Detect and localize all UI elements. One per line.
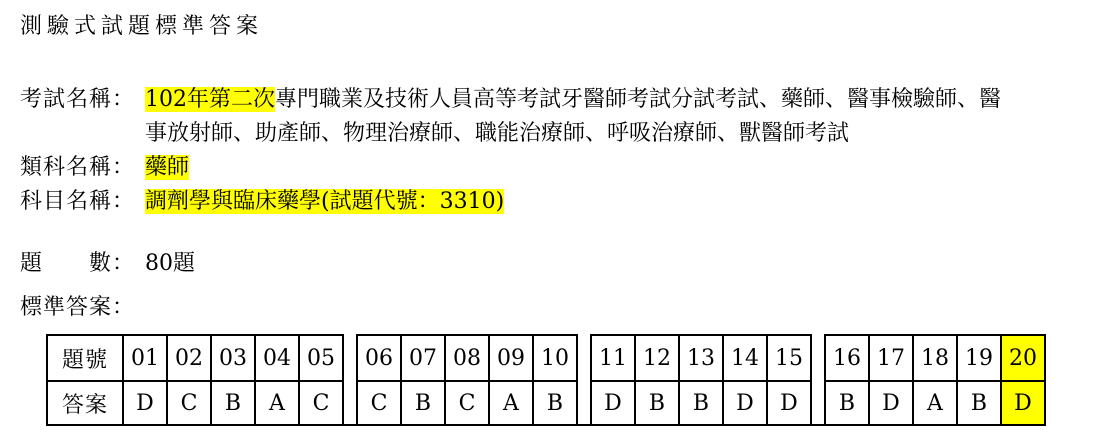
- answer-cell: B: [401, 381, 445, 425]
- question-count-value: 80題: [145, 251, 195, 276]
- group-separator: [811, 335, 825, 425]
- category-name-highlight: 藥師: [145, 155, 190, 180]
- question-number-cell: 09: [489, 335, 533, 381]
- question-number-cell: 03: [211, 335, 255, 381]
- question-number-cell: 16: [825, 335, 869, 381]
- answer-cell: D: [767, 381, 811, 425]
- question-count-label: 題 數：: [20, 251, 136, 276]
- answer-cell: D: [869, 381, 913, 425]
- question-number-cell: 17: [869, 335, 913, 381]
- subject-name-highlight: 調劑學與臨床藥學(試題代號：3310): [145, 189, 505, 214]
- exam-name-value: [145, 83, 1074, 151]
- question-number-cell: 20: [1001, 335, 1045, 381]
- field-standard-answers: [20, 291, 1074, 325]
- answer-cell: C: [167, 381, 211, 425]
- question-number-cell: 05: [299, 335, 343, 381]
- group-separator: [343, 335, 357, 425]
- answer-cell: C: [299, 381, 343, 425]
- question-number-row: [47, 335, 1045, 381]
- group-separator: [577, 335, 591, 425]
- standard-answers-label: 標準答案：: [20, 295, 136, 320]
- answer-cell: B: [679, 381, 723, 425]
- answer-row-header: 答案: [47, 381, 123, 425]
- number-row-header: 題號: [47, 335, 123, 381]
- subject-name-label: 科目名稱：: [20, 189, 136, 214]
- exam-name-label: 考試名稱：: [20, 87, 136, 112]
- question-number-cell: 18: [913, 335, 957, 381]
- answer-cell: A: [913, 381, 957, 425]
- header-fields: [20, 83, 1074, 325]
- answer-cell: D: [1001, 381, 1045, 425]
- exam-name-highlight: 102年第二次: [145, 87, 275, 112]
- question-number-cell: 06: [357, 335, 401, 381]
- answer-cell: B: [211, 381, 255, 425]
- exam-name-line1-rest: 專門職業及技術人員高等考試牙醫師考試分試考試、藥師、醫事檢驗師、醫: [275, 87, 1002, 112]
- field-question-count: [20, 247, 1074, 281]
- category-name-label: 類科名稱：: [20, 155, 136, 180]
- answer-cell: B: [957, 381, 1001, 425]
- answer-row: [47, 381, 1045, 425]
- question-number-cell: 15: [767, 335, 811, 381]
- question-number-cell: 14: [723, 335, 767, 381]
- answer-cell: B: [825, 381, 869, 425]
- answer-cell: D: [723, 381, 767, 425]
- answer-cell: C: [445, 381, 489, 425]
- subject-name-value: [145, 185, 1074, 219]
- question-number-cell: 10: [533, 335, 577, 381]
- answer-cell: B: [635, 381, 679, 425]
- answer-cell: A: [489, 381, 533, 425]
- answer-cell: C: [357, 381, 401, 425]
- field-category-name: [20, 151, 1074, 185]
- page-title: 測驗式試題標準答案: [20, 14, 264, 39]
- question-number-cell: 02: [167, 335, 211, 381]
- question-number-cell: 19: [957, 335, 1001, 381]
- answers-table: [46, 334, 1046, 426]
- question-number-cell: 04: [255, 335, 299, 381]
- exam-name-line2: 事放射師、助產師、物理治療師、職能治療師、呼吸治療師、獸醫師考試: [145, 121, 850, 146]
- field-exam-name: [20, 83, 1074, 151]
- answer-cell: A: [255, 381, 299, 425]
- question-number-cell: 12: [635, 335, 679, 381]
- field-subject-name: [20, 185, 1074, 219]
- category-name-value: [145, 151, 1074, 185]
- answer-cell: B: [533, 381, 577, 425]
- question-number-cell: 01: [123, 335, 167, 381]
- question-number-cell: 07: [401, 335, 445, 381]
- answer-cell: D: [123, 381, 167, 425]
- question-number-cell: 13: [679, 335, 723, 381]
- answer-cell: D: [591, 381, 635, 425]
- question-number-cell: 08: [445, 335, 489, 381]
- question-number-cell: 11: [591, 335, 635, 381]
